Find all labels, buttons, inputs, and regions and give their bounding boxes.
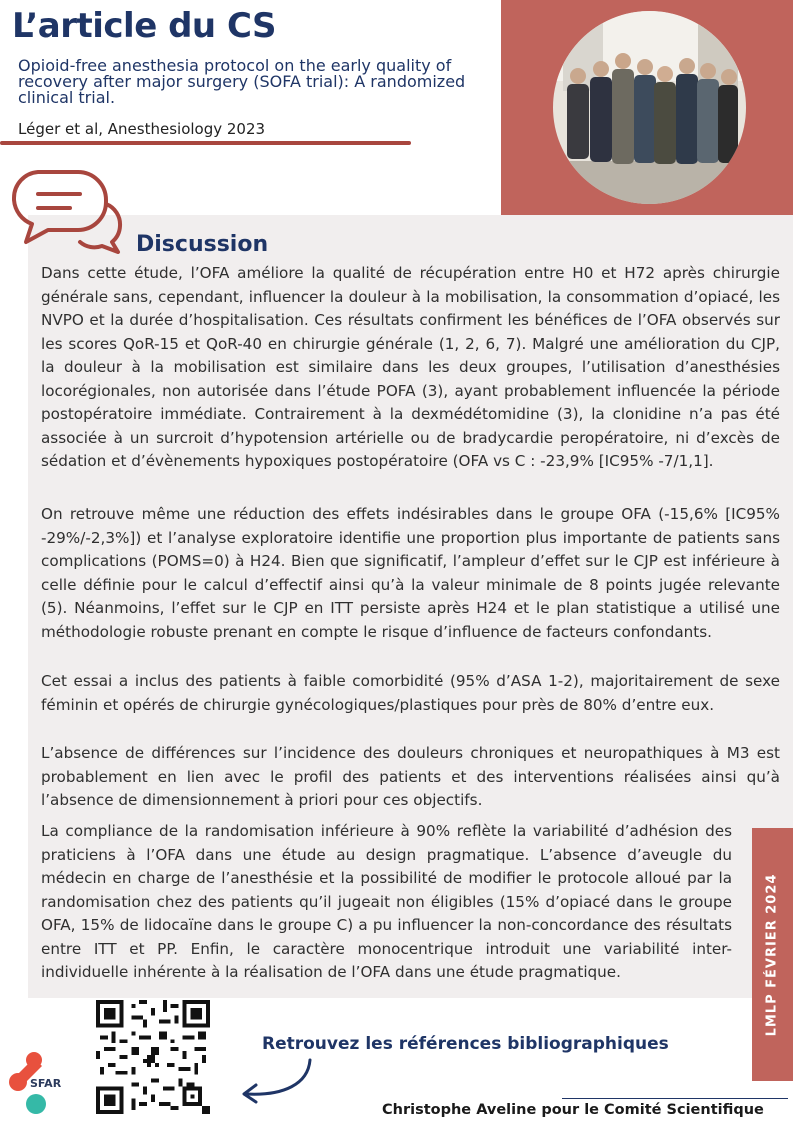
qr-code-icon[interactable]	[96, 1000, 210, 1114]
discussion-paragraph: La compliance de la randomisation inférieure à 90% reflète la variabilité d’adhésion des praticiens à l’OFA dans une étude au design pragmatique. L’absence d’aveugle du médecin en charge de l’anesthésie et la possibilité de modifier le protocole alloué par la randomisation chez des patients qu’il jugeait non éligibles (15% d’opiacé dans le groupe OFA, 15% de lidocaïne dans le groupe C) a pu influencer la non-concordance des résultats entre ITT et PP. Enfin, le caractère monocentrique introduit une variabilité inter-individuelle inhérente à la réalisation de l’OFA dans une étude pragmatique.	[41, 822, 732, 981]
section-title: Discussion	[136, 232, 269, 257]
issue-label: LMLP FÉVRIER 2024	[764, 873, 780, 1037]
discussion-paragraph: L’absence de différences sur l’incidence des douleurs chroniques et neuropathiques à M3 est probablement en lien avec le profil des patients et des interventions réalisées ainsi qu’à l’absence de dimensionnement à priori pour ces objectifs.	[41, 744, 780, 809]
discussion-paragraph: On retrouve même une réduction des effets indésirables dans le groupe OFA (-15,6% [IC95% -29%/-2,3%]) et l’analyse exploratoire identifie une proportion plus importante de patients sans complications (POMS=0) à H24. Bien que significatif, l’ampleur d’effet sur le CJP est inférieure à celle définie pour le calcul d’effectif ainsi qu’à la valeur minimale de 8 points jugée relevante (5). Néanmoins, l’effet sur le CJP en ITT persiste après H24 et le plan statistique a utilisé une méthodologie robuste prenant en compte le risque d’influence de facteurs confondants.	[41, 505, 780, 641]
references-label: Retrouvez les références bibliographiques	[262, 1034, 669, 1054]
logo-text: SFAR	[30, 1077, 62, 1090]
article-title: Opioid-free anesthesia protocol on the early quality of recovery after major surgery (SOFA trial): A randomized clinical trial.	[18, 56, 466, 107]
chat-bubbles-icon	[8, 162, 130, 254]
signature: Christophe Aveline pour le Comité Scientifique	[382, 1102, 764, 1118]
team-photo	[553, 11, 746, 204]
page-title: L’article du CS	[12, 6, 277, 46]
article-citation: Léger et al, Anesthesiology 2023	[18, 120, 266, 138]
signature-divider	[562, 1098, 788, 1099]
discussion-paragraph: Dans cette étude, l’OFA améliore la qualité de récupération entre H0 et H72 après chirurgie générale sans, cependant, influencer la douleur à la mobilisation, la consommation d’opiacé, les NVPO et la durée d’hospitalisation. Ces résultats confirment les bénéfices de l’OFA observés sur les scores QoR-15 et QoR-40 en chirurgie générale (1, 2, 6, 7). Malgré une amélioration du CJP, la douleur à la mobilisation est similaire dans les deux groupes, l’utilisation d’anesthésies locorégionales, non autorisée dans l’étude POFA (3), ayant probablement influencée la période postopératoire immédiate. Contrairement à la dexmédétomidine (3), la clonidine n’a pas été associée à un surcroit d’hypotension artérielle ou de bradycardie peropératoire, ni d’excès de sédation et d’évènements hypoxiques postopératoire (OFA vs C : -23,9% [IC95% -7/1,1].	[41, 264, 780, 470]
sfar-logo	[6, 1050, 66, 1116]
header-divider	[0, 141, 411, 145]
curved-arrow-icon	[238, 1058, 318, 1104]
discussion-paragraph: Cet essai a inclus des patients à faible comorbidité (95% d’ASA 1-2), majoritairement de sexe féminin et opérés de chirurgie gynécologiques/plastiques pour près de 80% d’entre eux.	[41, 672, 780, 714]
